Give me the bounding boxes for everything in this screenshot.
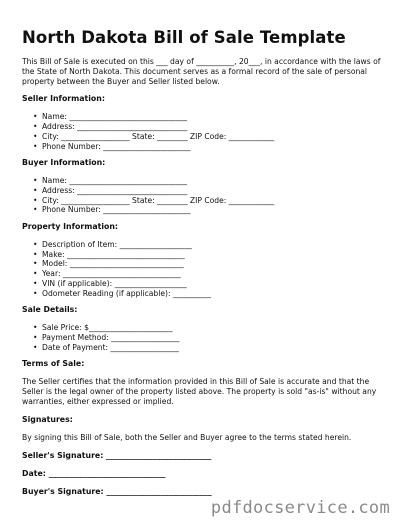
signatures-text: By signing this Bill of Sale, both the Seller and Buyer agree to the terms stated herein. bbox=[22, 432, 352, 442]
seller-address-field: • Address: _____________________________ bbox=[33, 122, 388, 132]
property-section bbox=[22, 222, 388, 298]
seller-phone-field: • Phone Number: _______________________ bbox=[33, 142, 388, 152]
property-model-field: • Model: ______________________________ bbox=[33, 259, 388, 269]
buyer-heading: Buyer Information: bbox=[22, 158, 106, 168]
signatures-section bbox=[22, 415, 388, 497]
buyer-fields bbox=[22, 176, 388, 215]
payment-method-field: • Payment Method: __________________ bbox=[33, 333, 388, 343]
terms-text: The Seller certifies that the information provided in this Bill of Sale is accurate and that the Seller is the legal owner of the property listed above. The property is sold "as-is" without any warranties, either expressed or implied. bbox=[22, 377, 377, 406]
buyer-city-state-zip-field: • City: __________________ State: ________ ZIP Code: ____________ bbox=[33, 196, 388, 206]
seller-fields bbox=[22, 112, 388, 151]
property-vin-field: • VIN (if applicable): ___________________ bbox=[33, 279, 388, 289]
property-heading: Property Information: bbox=[22, 222, 119, 232]
sale-heading: Sale Details: bbox=[22, 305, 78, 315]
seller-name-field: • Name: _______________________________ bbox=[33, 112, 388, 122]
seller-section bbox=[22, 94, 388, 151]
watermark: pdfdocservice.com bbox=[210, 498, 390, 518]
buyer-section bbox=[22, 158, 388, 215]
bill-of-sale-document bbox=[22, 0, 388, 497]
terms-section bbox=[22, 359, 388, 406]
terms-heading: Terms of Sale: bbox=[22, 359, 85, 369]
sale-price-field: • Sale Price: $______________________ bbox=[33, 323, 388, 333]
property-year-field: • Year: _______________________________ bbox=[33, 269, 388, 279]
intro-paragraph: This Bill of Sale is executed on this ___ day of __________, 20___, in accordance with the laws of the State of North Dakota. This document serves as a formal record of the sale of personal property between the Buyer and Seller listed below. bbox=[22, 57, 381, 86]
buyer-name-field: • Name: _______________________________ bbox=[33, 176, 388, 186]
seller-signature-line: Seller's Signature: ___________________________ bbox=[22, 450, 212, 460]
property-fields bbox=[22, 240, 388, 298]
seller-city-state-zip-field: • City: __________________ State: ________ ZIP Code: ____________ bbox=[33, 132, 388, 142]
signature-date-line: Date: ______________________________ bbox=[22, 468, 166, 478]
payment-date-field: • Date of Payment: __________________ bbox=[33, 343, 388, 353]
buyer-address-field: • Address: _____________________________ bbox=[33, 186, 388, 196]
property-make-field: • Make: _______________________________ bbox=[33, 250, 388, 260]
sale-fields bbox=[22, 323, 388, 352]
buyer-signature-line: Buyer's Signature: ___________________________ bbox=[22, 486, 212, 496]
document-title: North Dakota Bill of Sale Template bbox=[22, 28, 346, 47]
property-description-field: • Description of Item: ___________________ bbox=[33, 240, 388, 250]
signatures-heading: Signatures: bbox=[22, 414, 73, 424]
sale-section bbox=[22, 305, 388, 352]
property-odometer-field: • Odometer Reading (if applicable): __________ bbox=[33, 289, 388, 299]
buyer-phone-field: • Phone Number: _______________________ bbox=[33, 205, 388, 215]
seller-heading: Seller Information: bbox=[22, 94, 105, 104]
